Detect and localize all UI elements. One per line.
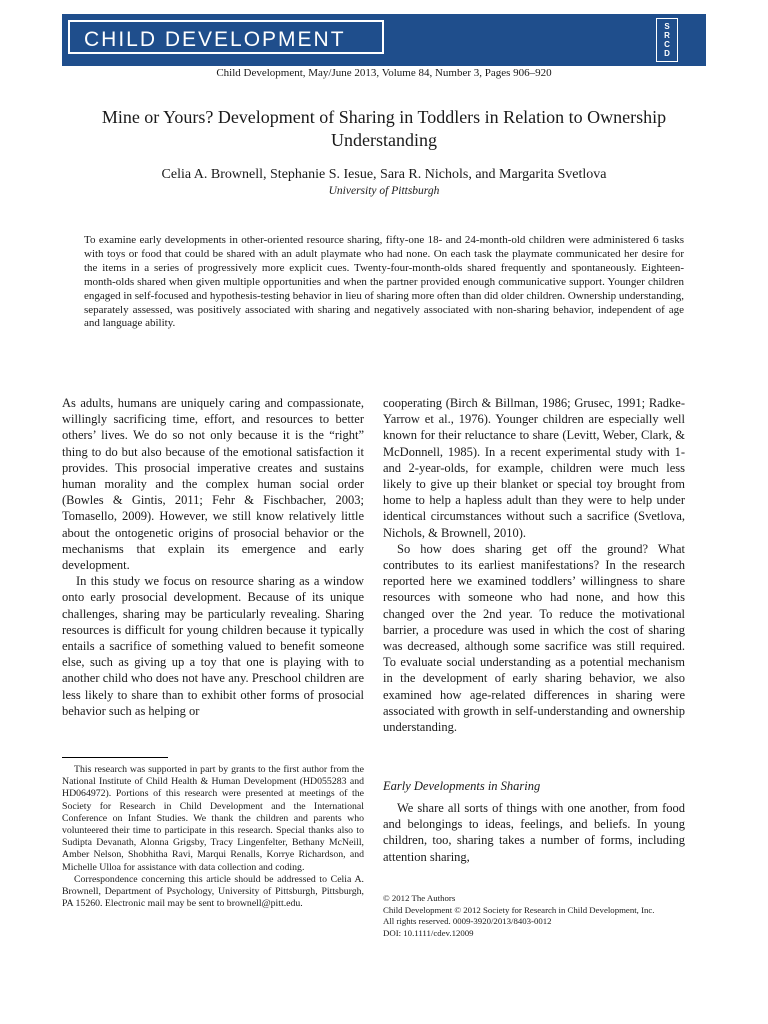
copyright-line: © 2012 The Authors [383, 893, 456, 903]
journal-banner [62, 14, 706, 66]
author-list: Celia A. Brownell, Stephanie S. Iesue, Sara R. Nichols, and Margarita Svetlova [161, 167, 607, 182]
body-paragraph: So how does sharing get off the ground? What contributes to its earliest manifestations? In the research reported here we examined toddlers’ willingness to share resources with someone who had none, and how this changed over the 2nd year. To reduce the motivational barrier, a procedure was used in which the cost of sharing was decreased, although some sacrifice was still required. To evaluate social understanding as a potential mechanism in the development of early sharing behavior, we also examined how age-related differences in sharing were associated with growth in self-understanding and ownership understanding. [383, 541, 685, 735]
abstract: To examine early developments in other-oriented resource sharing, fifty-one 18- and 24-month-old children were administered 6 tasks with toys or food that could be shared with an adult playmate who had none. On each task the playmate communicated her desire for the items in a series of progressively more explicit cues. Twenty-four-month-olds shared frequently and spontaneously. Eighteen-month-olds shared when given multiple opportunities and when the partner provided enough communicative support. Younger children engaged in self-focused and hypothesis-testing behavior in lieu of sharing more often than did older children. Ownership understanding, separately assessed, was positively associated with sharing and negatively associated with non-sharing behavior, independent of age and language ability. [84, 234, 684, 330]
affiliation: University of Pittsburgh [328, 185, 440, 197]
footnotes [62, 764, 364, 910]
body-paragraph: We share all sorts of things with one another, from food and belongings to ideas, feelings, and beliefs. In young children, too, sharing takes a number of forms, including attention sharing, [383, 801, 685, 864]
body-column-right-lower [383, 800, 685, 865]
body-paragraph: In this study we focus on resource sharing as a window onto early prosocial development. Because of its unique challenges, sharing may be particularly revealing. Sharing resources is difficult for young children because it typically entails a sacrifice of something valued to benefit someone else, such as giving up a toy that one is playing with to another child who does not have any. Preschool children are less likely to share than to exhibit other forms of prosocial behavior such as helping or [62, 574, 364, 718]
copyright-block [383, 893, 703, 939]
footnote-divider [62, 757, 168, 758]
journal-title-box [68, 20, 384, 54]
section-heading: Early Developments in Sharing [383, 779, 541, 793]
citation-line: Child Development, May/June 2013, Volume 84, Number 3, Pages 906–920 [216, 67, 552, 79]
body-column-left [62, 395, 364, 719]
doi-line: DOI: 10.1111/cdev.12009 [383, 927, 474, 938]
copyright-line: Child Development © 2012 Society for Research in Child Development, Inc. [383, 904, 655, 915]
body-column-right [383, 395, 685, 735]
article-title: Mine or Yours? Development of Sharing in Toddlers in Relation to Ownership Understanding [101, 107, 667, 150]
copyright-line: All rights reserved. 0009-3920/2013/8403-0012 [383, 916, 552, 926]
body-paragraph: As adults, humans are uniquely caring and compassionate, willingly sacrificing time, effort, and resources to better others’ lives. We do so not only because it is the “right” thing to do but also because of the emotional satisfaction it provides. This prosocial imperative creates and sustains human morality and the complex human social order (Bowles & Gintis, 2011; Fehr & Fischbacher, 2003; Tomasello, 2009). However, we still know relatively little about the ontogenetic origins of prosocial behavior or the mechanisms that explain its emergence and early development. [62, 396, 364, 573]
journal-title: CHILD DEVELOPMENT [84, 28, 346, 51]
body-paragraph: cooperating (Birch & Billman, 1986; Grusec, 1991; Radke-Yarrow et al., 1976). Younger children are especially well known for their reluctance to share (Levitt, Weber, Clark, & McDonnell, 1985). In a recent experimental study with 1- and 2-year-olds, for example, children were much less likely to give up their blanket or special toy brought from home to help a hapless adult than they were to help under identical circumstances without such a sacrifice (Svetlova, Nichols, & Brownell, 2010). [383, 396, 685, 540]
footnote-correspondence: Correspondence concerning this article should be addressed to Celia A. Brownell, Department of Psychology, University of Pittsburgh, Pittsburgh, PA 15260. Electronic mail may be sent to brownell@pitt.edu. [62, 873, 364, 910]
footnote-funding: This research was supported in part by grants to the first author from the National Institute of Child Health & Human Development (HD055283 and HD064972). Portions of this research were presented at meetings of the Society for Research in Child Development and the International Conference on Infant Studies. We thank the children and parents who volunteered their time to participate in this research. Special thanks also to Sudipta Devanath, Alonna Grigsby, Tracy Lingenfelter, Bethany McNeill, Amber Nelson, Shobhitha Ravi, Marqui Renalls, Korrye Richardson, and Michelle Ulloa for assistance with data collection and coding. [62, 764, 364, 873]
srcd-logo-icon: S R C D [656, 18, 678, 62]
